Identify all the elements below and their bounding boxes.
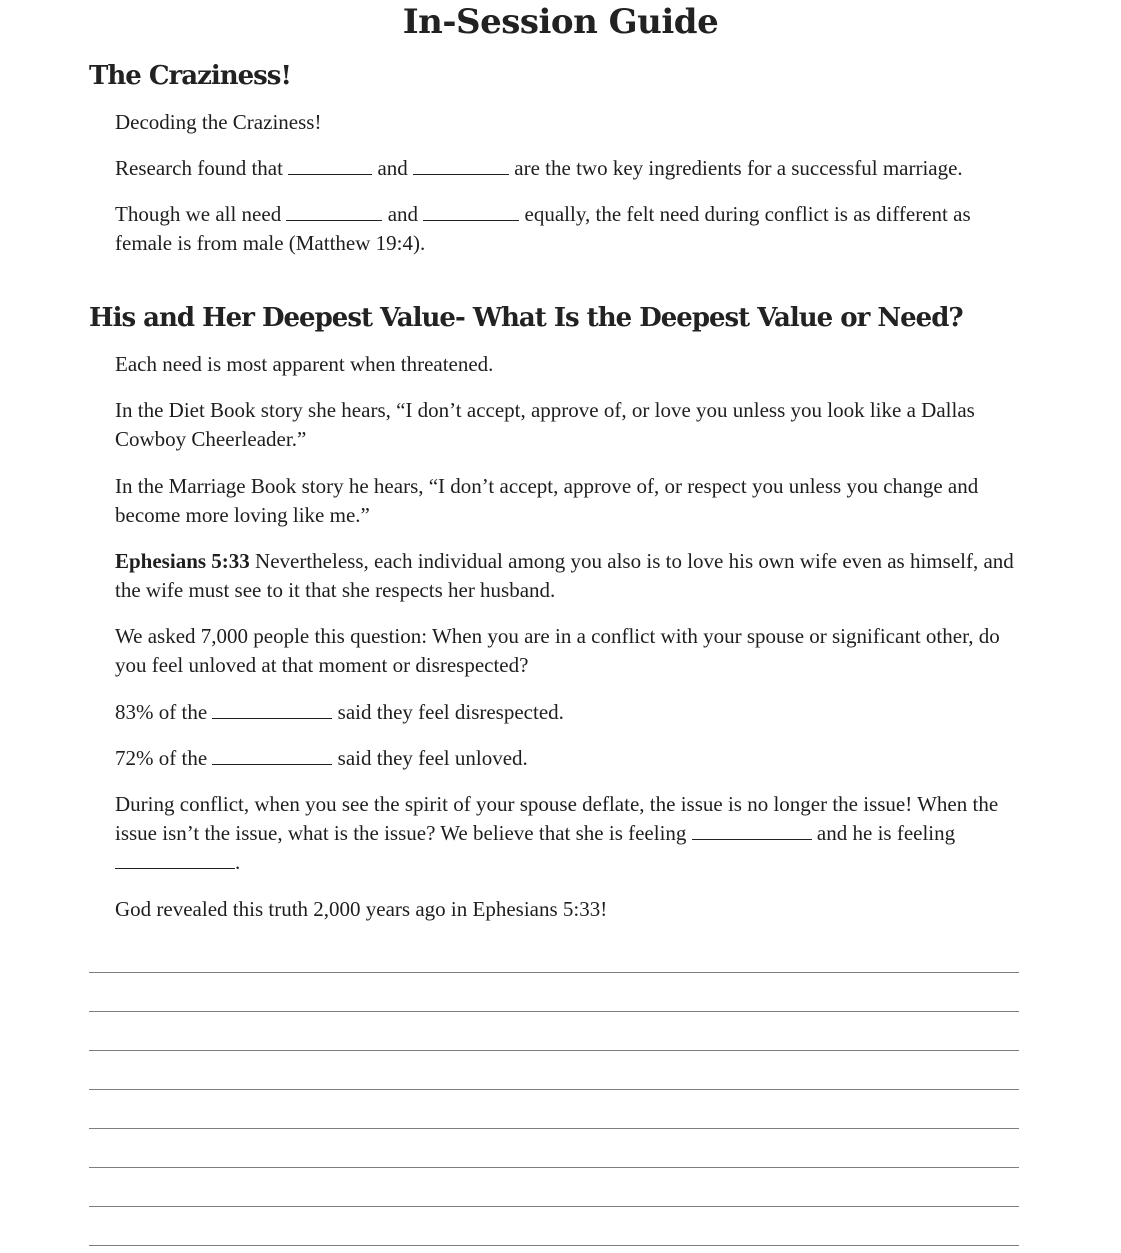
paragraph-text: In the Marriage Book story he hears, “I don’t accept, approve of, or respect you unless you change and become more loving like me.” bbox=[115, 474, 979, 527]
paragraph-text: We asked 7,000 people this question: When you are in a conflict with your spouse or significant other, do you feel unloved at that moment or disrespected? bbox=[115, 624, 1000, 677]
fill-in-blank bbox=[692, 819, 812, 840]
note-line bbox=[89, 1206, 1019, 1207]
paragraph-research bbox=[115, 154, 1025, 183]
paragraph-survey bbox=[115, 622, 1025, 680]
fill-in-blank bbox=[413, 154, 509, 175]
page-title: In-Session Guide bbox=[402, 2, 719, 42]
fill-in-blank bbox=[286, 200, 382, 221]
paragraph-72-percent bbox=[115, 744, 1025, 773]
text-segment: Research found that bbox=[115, 156, 283, 180]
text-segment: 83% of the bbox=[115, 700, 208, 724]
fill-in-blank bbox=[212, 744, 332, 765]
text-segment: and bbox=[387, 202, 419, 226]
section-heading-craziness: The Craziness! bbox=[89, 61, 291, 91]
fill-in-blank bbox=[115, 848, 235, 869]
paragraph-decoding bbox=[115, 108, 1025, 137]
paragraph-text: In the Diet Book story she hears, “I don’t accept, approve of, or love you unless you look like a Dallas Cowboy Cheerleader.” bbox=[115, 398, 975, 451]
paragraph-ephesians bbox=[115, 547, 1025, 605]
text-segment: and bbox=[377, 156, 408, 180]
paragraph-during-conflict bbox=[115, 790, 1025, 877]
section-heading-deepest-value: His and Her Deepest Value- What Is the Deepest Value or Need? bbox=[89, 303, 963, 333]
text-segment: are the two key ingredients for a successful marriage. bbox=[514, 156, 963, 180]
paragraph-text: Each need is most apparent when threatened. bbox=[115, 352, 494, 376]
fill-in-blank bbox=[212, 698, 332, 719]
note-line bbox=[89, 1050, 1019, 1051]
note-line bbox=[89, 1167, 1019, 1168]
text-segment: and he is feeling bbox=[816, 821, 956, 845]
paragraph-felt-need bbox=[115, 200, 1025, 258]
paragraph-god-revealed bbox=[115, 895, 1025, 924]
paragraph-83-percent bbox=[115, 698, 1025, 727]
text-segment: During conflict, when you see the spirit of your spouse deflate, the issue is no longer the issue! When the issue isn’t the issue, what is the issue? We believe that she is feeling bbox=[115, 792, 999, 845]
text-segment: equally, the felt need during conflict is as different as female is from male (Matthew 19:4). bbox=[115, 202, 971, 255]
scripture-reference: Ephesians 5:33 bbox=[115, 549, 250, 573]
fill-in-blank bbox=[423, 200, 519, 221]
paragraph-each-need bbox=[115, 350, 1025, 379]
paragraph-text: Decoding the Craziness! bbox=[115, 110, 322, 134]
text-segment: said they feel unloved. bbox=[337, 746, 528, 770]
fill-in-blank bbox=[288, 154, 372, 175]
note-line bbox=[89, 972, 1019, 973]
scripture-text: Nevertheless, each individual among you also is to love his own wife even as himself, and the wife must see to it that she respects her husband. bbox=[115, 549, 1014, 602]
note-line bbox=[89, 1245, 1019, 1246]
text-segment: 72% of the bbox=[115, 746, 208, 770]
text-segment: . bbox=[235, 850, 241, 874]
text-segment: Though we all need bbox=[115, 202, 282, 226]
paragraph-text: God revealed this truth 2,000 years ago in Ephesians 5:33! bbox=[115, 897, 608, 921]
paragraph-marriage-book bbox=[115, 472, 1025, 530]
note-line bbox=[89, 1011, 1019, 1012]
note-line bbox=[89, 1128, 1019, 1129]
text-segment: said they feel disrespected. bbox=[337, 700, 564, 724]
paragraph-diet-book bbox=[115, 396, 1025, 454]
note-line bbox=[89, 1089, 1019, 1090]
